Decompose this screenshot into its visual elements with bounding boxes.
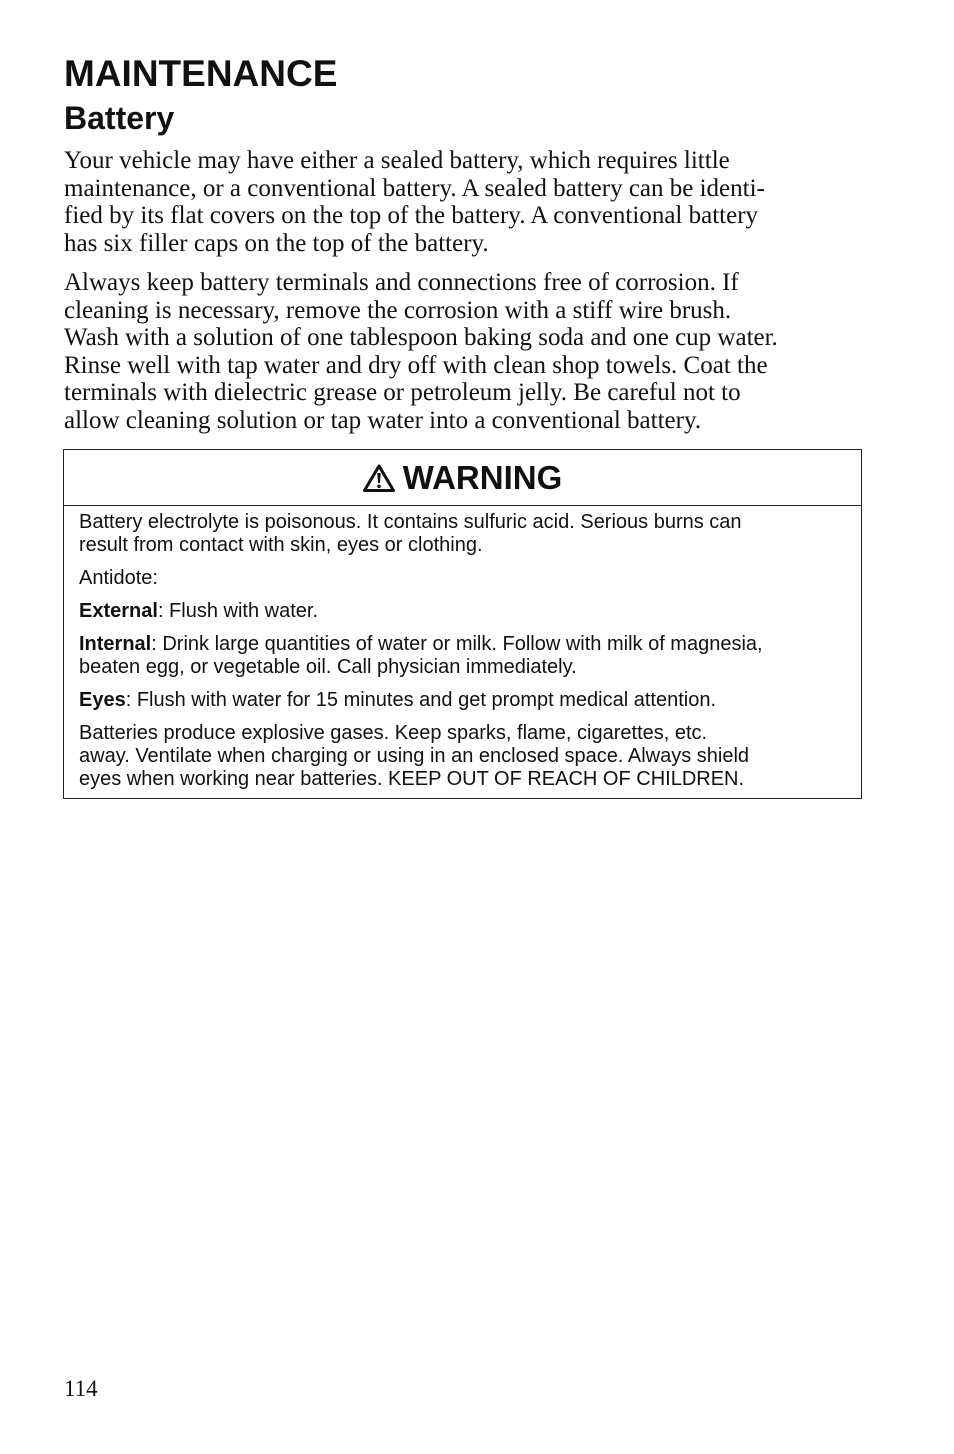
subsection-title: Battery <box>64 100 175 136</box>
eyes-text: : Flush with water for 15 minutes and get prompt medical attention. <box>125 689 717 711</box>
antidote-internal <box>79 633 846 679</box>
page-number: 114 <box>64 1376 98 1401</box>
antidote-external <box>79 600 846 623</box>
paragraph-terminal-cleaning: Always keep battery terminals and connections free of corrosion. If cleaning is necessary, remove the corrosion with a stiff wire brush. Wash with a solution of one tablespoon baking soda and one cup water. Rinse well with tap water and dry off with clean shop towels. Coat the terminals with dielectric grease or petroleum jelly. Be careful not to allow cleaning solution or tap water into a conventional battery. <box>64 269 778 434</box>
warning-intro: Battery electrolyte is poisonous. It contains sulfuric acid. Serious burns can result from contact with skin, eyes or clothing. <box>79 511 742 556</box>
antidote-eyes <box>79 689 846 712</box>
warning-box <box>63 449 862 799</box>
warning-header <box>64 450 861 506</box>
internal-label: Internal <box>79 633 152 655</box>
warning-triangle-icon <box>363 464 395 492</box>
section-title: MAINTENANCE <box>64 53 338 94</box>
eyes-label: Eyes <box>79 689 126 711</box>
antidote-label: Antidote: <box>79 567 158 589</box>
external-text: : Flush with water. <box>157 600 318 622</box>
paragraph-battery-types: Your vehicle may have either a sealed battery, which requires little maintenance, or a conventional battery. A sealed battery can be identi- fied by its flat covers on the top of the battery. A conventional battery has six filler caps on the top of the battery. <box>64 147 765 257</box>
internal-text: : Drink large quantities of water or milk. Follow with milk of magnesia, beaten egg, or vegetable oil. Call physician immediately. <box>79 633 763 678</box>
external-label: External <box>79 600 158 622</box>
warning-body <box>64 506 861 791</box>
warning-title: WARNING <box>402 458 563 496</box>
warning-closing: Batteries produce explosive gases. Keep sparks, flame, cigarettes, etc. away. Ventilate when charging or using in an enclosed space. Always shield eyes when working near batteries. KEEP OUT OF REACH OF CHILDREN. <box>79 722 750 790</box>
